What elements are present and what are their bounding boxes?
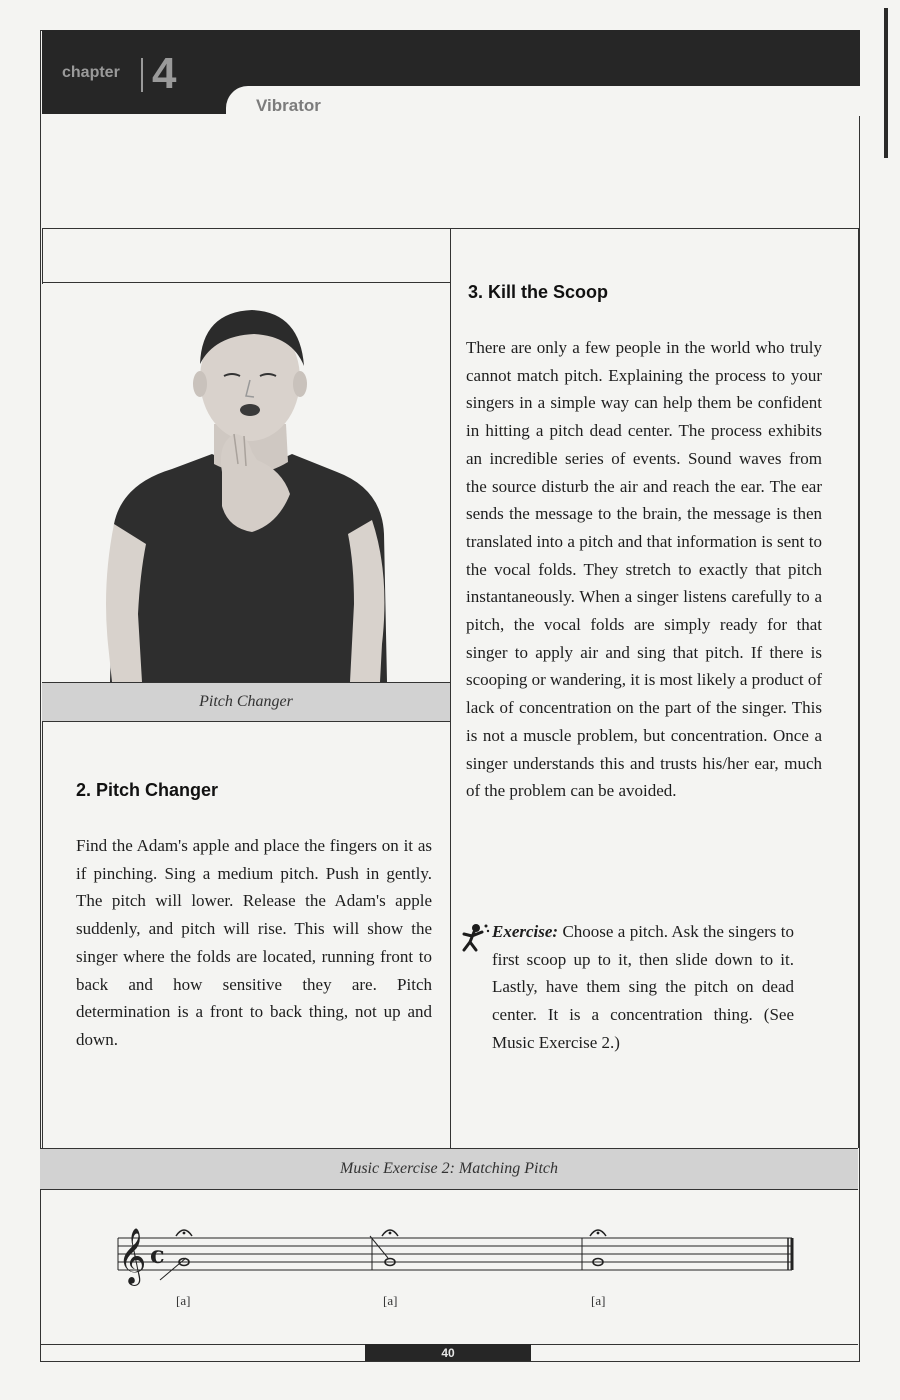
- music-staff: [100, 1200, 800, 1320]
- chapter-label: chapter: [62, 64, 120, 81]
- chapter-divider: [141, 58, 143, 92]
- page-edge-mark: [884, 8, 888, 158]
- exercise-label: Exercise:: [492, 922, 559, 941]
- singer-figure-icon: [458, 922, 490, 959]
- kill-the-scoop-text: There are only a few people in the world who truly cannot match pitch. Explaining the process to your singers in a simple way can help them be confident in hitting a pitch dead center. The process exhibits an incredible series of events. Sound waves from the source disturb the air and reach the ear. The ear sends the message to the brain, the message is then translated into a pitch and that information is sent to the vocal folds. They stretch to exactly that pitch instantaneously. When a singer listens carefully to a pitch, the vocal folds are simply ready for that singer to apply air and sing that pitch. If there is scooping or wandering, it is most likely a product of lack of concentration on the part of the singer. This is not a muscle problem, but concentration. Once a singer understands this and trusts his/her ear, much of the problem can be avoided.: [466, 338, 822, 801]
- right-column-edge: [858, 228, 859, 1148]
- svg-text:c: c: [150, 1240, 165, 1269]
- page-number: 40: [365, 1344, 531, 1361]
- pitch-changer-heading: 2. Pitch Changer: [76, 780, 219, 800]
- syllable-label: [a]: [383, 1293, 398, 1308]
- pitch-changer-text: Find the Adam's apple and place the fingers on it as if pinching. Sing a medium pitch. Push in gently. The pitch will lower. Release the Adam's apple suddenly, and pitch will rise. This will show the singer where the folds are located, running front to back and how sensitive they are. Pitch determination is a front to back thing, not up and down.: [76, 836, 432, 1049]
- pitch-changer-photo: [42, 284, 448, 682]
- header-title-tab: [226, 86, 860, 116]
- chapter-title: Vibrator: [256, 96, 321, 115]
- music-exercise-caption: Music Exercise 2: Matching Pitch: [40, 1148, 858, 1190]
- syllable-label: [a]: [176, 1293, 191, 1308]
- syllable-label: [a]: [591, 1293, 606, 1308]
- svg-text:𝄞: 𝄞: [118, 1228, 147, 1284]
- header-bottom-rule: [42, 228, 860, 229]
- photo-caption: Pitch Changer: [42, 682, 450, 722]
- chapter-number: 4: [152, 49, 177, 98]
- column-divider: [450, 228, 451, 1148]
- exercise-text: Choose a pitch. Ask the singers to first scoop up to it, then slide down to it. Lastly, have them sing the pitch on dead center. It is a concentration thing. (See Music Exercise 2.): [492, 922, 794, 1052]
- kill-the-scoop-heading: 3. Kill the Scoop: [468, 282, 609, 302]
- exercise-block: [492, 918, 794, 1057]
- photo-top-rule: [42, 282, 450, 283]
